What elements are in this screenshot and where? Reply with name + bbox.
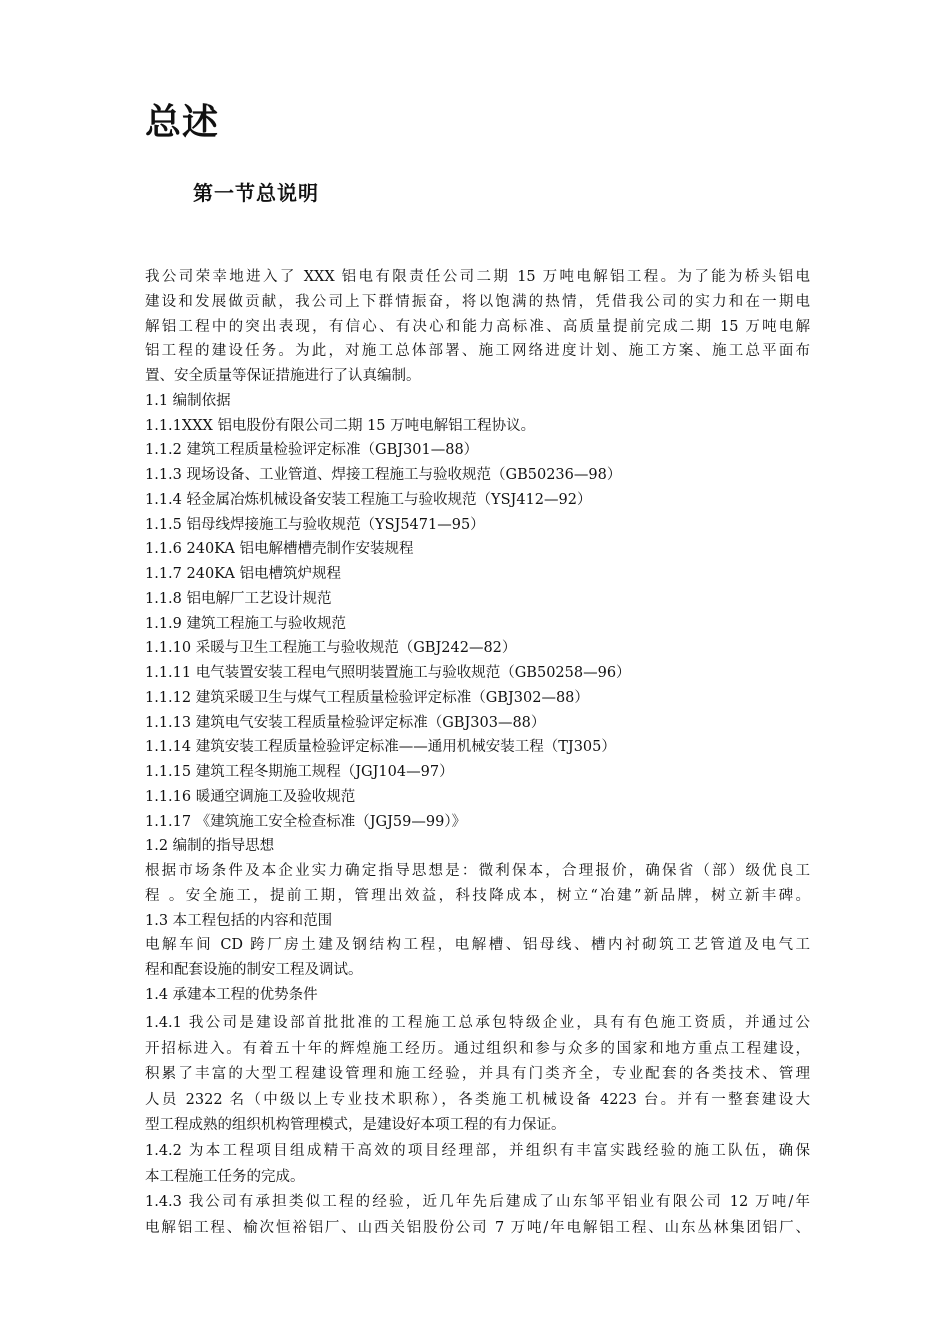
section-title: 第一节总说明 (193, 181, 319, 205)
list-item: 1.1.10 采暖与卫生工程施工与验收规范（GBJ242—82） (145, 640, 517, 657)
paragraph-line: 铝工程的建设任务。为此，对施工总体部署、施工网络进度计划、施工方案、施工总平面布 (145, 343, 810, 360)
paragraph-line: 程 。安全施工，提前工期，管理出效益，科技降成本，树立“冶建”新品牌，树立新丰碑。 (145, 887, 810, 904)
list-item: 1.1.15 建筑工程冬期施工规程（JGJ104—97） (145, 764, 454, 780)
list-item: 1.1.4 轻金属冶炼机械设备安装工程施工与验收规范（YSJ412—92） (145, 491, 592, 508)
paragraph-line: 积累了丰富的大型工程建设管理和施工经验，并具有门类齐全，专业配套的各类技术、管理 (145, 1066, 810, 1083)
paragraph-line: 我公司荣幸地进入了 XXX 铝电有限责任公司二期 15 万吨电解铝工程。为了能为桥头铝电 (145, 269, 810, 285)
paragraph-line: 开招标进入。有着五十年的辉煌施工经历。通过组织和参与众多的国家和地方重点工程建设， (145, 1040, 810, 1057)
paragraph-line: 程和配套设施的制安工程及调试。 (145, 962, 363, 978)
paragraph-line: 置、安全质量等保证措施进行了认真编制。 (145, 368, 421, 384)
list-item: 1.1.8 铝电解厂工艺设计规范 (145, 590, 332, 607)
list-item: 1.1.17 《建筑施工安全检查标准（JGJ59—99）》 (145, 813, 467, 830)
list-item: 1.1.2 建筑工程质量检验评定标准（GBJ301—88） (145, 442, 479, 459)
list-item: 1.1.6 240KA 铝电解槽槽壳制作安装规程 (145, 541, 414, 558)
paragraph-line: 电解车间 CD 跨厂房土建及钢结构工程，电解槽、铝母线、槽内衬砌筑工艺管道及电气工 (145, 937, 810, 954)
list-item: 1.1.5 铝母线焊接施工与验收规范（YSJ5471—95） (145, 516, 485, 533)
paragraph-line: 建设和发展做贡献，我公司上下群情振奋，将以饱满的热情，凭借我公司的实力和在一期电 (145, 293, 810, 310)
paragraph-line: 根据市场条件及本企业实力确定指导思想是：微利保本，合理报价，确保省（部）级优良工 (145, 863, 810, 879)
paragraph-line: 1.4.2 为本工程项目组成精干高效的项目经理部，并组织有丰富实践经验的施工队伍，确保 (145, 1142, 810, 1159)
list-item: 1.1.13 建筑电气安装工程质量检验评定标准（GBJ303—88） (145, 714, 546, 731)
paragraph-line: 1.4.1 我公司是建设部首批批准的工程施工总承包特级企业，具有有色施工资质，并通过公 (145, 1015, 810, 1031)
list-item: 1.1.16 暖通空调施工及验收规范 (145, 788, 356, 805)
document-title: 总述 (145, 102, 220, 143)
paragraph-line: 解铝工程中的突出表现，有信心、有决心和能力高标准、高质量提前完成二期 15 万吨电解 (145, 318, 810, 335)
heading-line: 1.3 本工程包括的内容和范围 (145, 912, 333, 929)
list-item: 1.1.14 建筑安装工程质量检验评定标准——通用机械安装工程（TJ305） (145, 739, 616, 756)
body-text-lower (145, 1011, 810, 1241)
heading-line: 1.2 编制的指导思想 (145, 838, 275, 855)
list-item: 1.1.12 建筑采暖卫生与煤气工程质量检验评定标准（GBJ302—88） (145, 689, 589, 706)
heading-line: 1.4 承建本工程的优势条件 (145, 986, 318, 1003)
paragraph-line: 本工程施工任务的完成。 (145, 1168, 305, 1185)
list-item: 1.1.7 240KA 铝电槽筑炉规程 (145, 566, 342, 582)
paragraph-line: 型工程成熟的组织机构管理模式，是建设好本项工程的有力保证。 (145, 1117, 566, 1134)
paragraph-line: 电解铝工程、榆次恒裕铝厂、山西关铝股份公司 7 万吨/年电解铝工程、山东丛林集团铝厂、 (145, 1219, 810, 1236)
heading-line: 1.1 编制依据 (145, 392, 231, 409)
list-item: 1.1.3 现场设备、工业管道、焊接工程施工与验收规范（GB50236—98） (145, 467, 622, 483)
list-item: 1.1.11 电气装置安装工程电气照明装置施工与验收规范（GB50258—96） (145, 665, 631, 681)
list-item: 1.1.9 建筑工程施工与验收规范 (145, 615, 347, 632)
paragraph-line: 人员 2322 名（中级以上专业技术职称），各类施工机械设备 4223 台。并有一整套建设大 (145, 1091, 810, 1108)
body-text-upper (145, 265, 810, 1008)
list-item: 1.1.1XXX 铝电股份有限公司二期 15 万吨电解铝工程协议。 (145, 417, 536, 434)
paragraph-line: 1.4.3 我公司有承担类似工程的经验，近几年先后建成了山东邹平铝业有限公司 12 万吨/年 (145, 1194, 810, 1211)
